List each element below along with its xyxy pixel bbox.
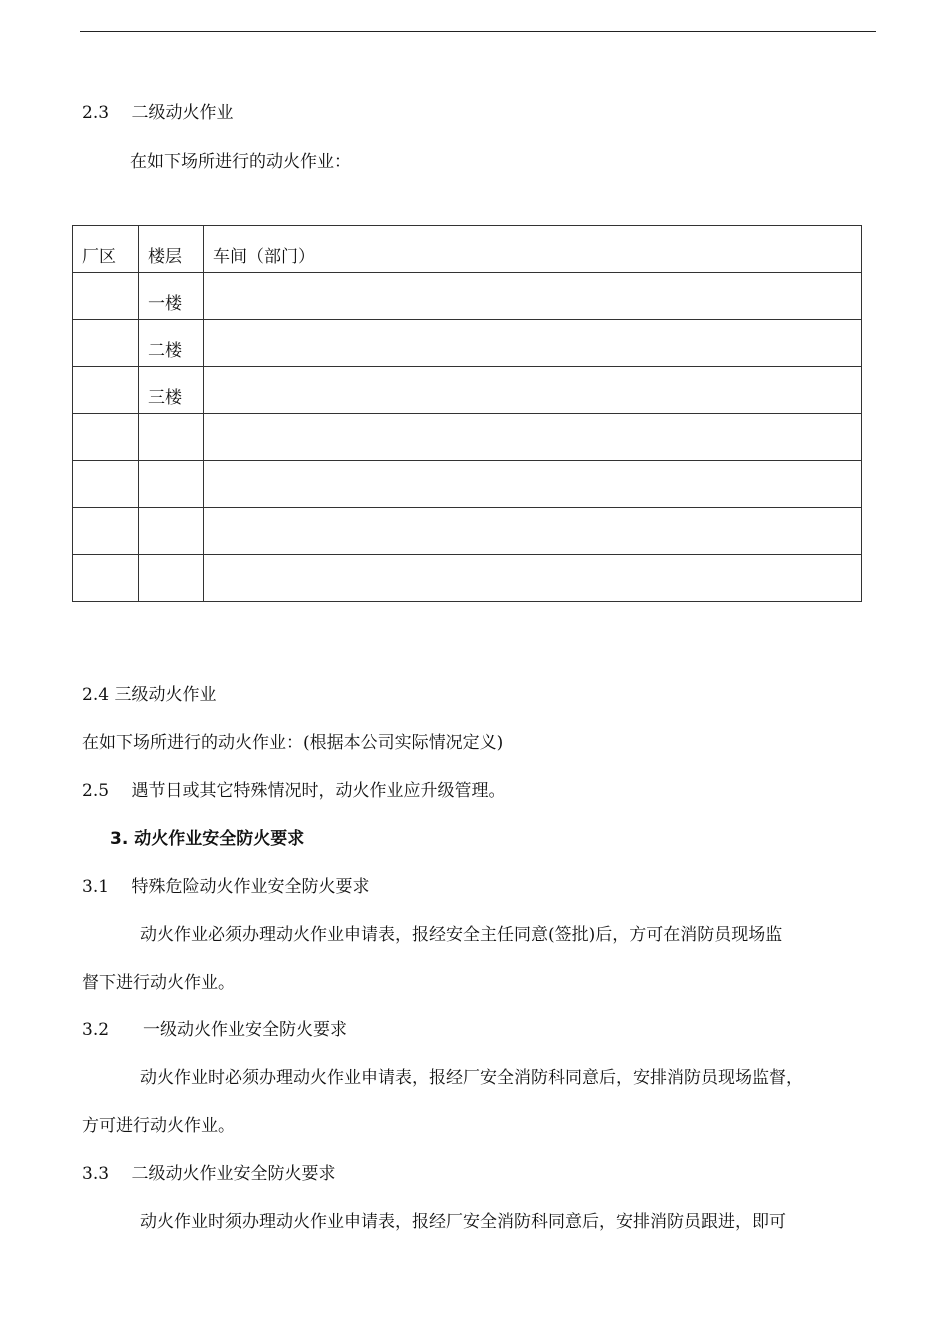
table-cell: 二楼 [139, 320, 204, 367]
table-header-cell: 车间（部门） [204, 226, 862, 273]
table-cell [204, 555, 862, 602]
table-row [73, 461, 862, 508]
table-cell [73, 273, 139, 320]
section-2-3-heading: 2.3 二级动火作业 [82, 103, 234, 123]
section-3-heading: 3. 动火作业安全防火要求 [110, 829, 305, 849]
section-3-1-body-line-2: 督下进行动火作业。 [82, 973, 235, 993]
table-cell [204, 367, 862, 414]
table-cell: 三楼 [139, 367, 204, 414]
table-header-cell: 厂区 [73, 226, 139, 273]
section-3-1-heading: 3.1 特殊危险动火作业安全防火要求 [82, 877, 370, 897]
table-cell [204, 320, 862, 367]
table-cell [73, 320, 139, 367]
table-cell [73, 414, 139, 461]
table-header-row [73, 226, 862, 273]
table-header-cell: 楼层 [139, 226, 204, 273]
table-row [73, 414, 862, 461]
section-2-3-intro: 在如下场所进行的动火作业： [130, 152, 351, 172]
table-cell [139, 508, 204, 555]
table-row [73, 508, 862, 555]
section-3-1-body-line-1: 动火作业必须办理动火作业申请表，报经安全主任同意(签批)后，方可在消防员现场监 [140, 925, 783, 945]
section-2-4-heading: 2.4 三级动火作业 [82, 685, 217, 705]
table-cell [73, 367, 139, 414]
table-cell [73, 555, 139, 602]
table-cell [204, 273, 862, 320]
section-2-4-text: 在如下场所进行的动火作业：(根据本公司实际情况定义) [82, 733, 504, 753]
table-row [73, 320, 862, 367]
section-3-2-body-line-1: 动火作业时必须办理动火作业申请表，报经厂安全消防科同意后，安排消防员现场监督， [140, 1068, 803, 1088]
section-3-3-body-line-1: 动火作业时须办理动火作业申请表，报经厂安全消防科同意后，安排消防员跟进，即可 [140, 1212, 786, 1232]
section-3-3-heading: 3.3 二级动火作业安全防火要求 [82, 1164, 336, 1184]
table-row [73, 555, 862, 602]
section-3-2-heading: 3.2 一级动火作业安全防火要求 [82, 1020, 348, 1040]
table-cell [204, 461, 862, 508]
table-cell [73, 461, 139, 508]
table-cell [139, 414, 204, 461]
table-cell [204, 508, 862, 555]
table-cell [204, 414, 862, 461]
table-cell [73, 508, 139, 555]
table-cell [139, 461, 204, 508]
table-row [73, 367, 862, 414]
section-3-2-body-line-2: 方可进行动火作业。 [82, 1116, 235, 1136]
location-table [72, 225, 862, 602]
section-2-5-text: 2.5 遇节日或其它特殊情况时，动火作业应升级管理。 [82, 781, 506, 801]
header-rule [80, 31, 876, 32]
table-cell: 一楼 [139, 273, 204, 320]
table-cell [139, 555, 204, 602]
table-row [73, 273, 862, 320]
